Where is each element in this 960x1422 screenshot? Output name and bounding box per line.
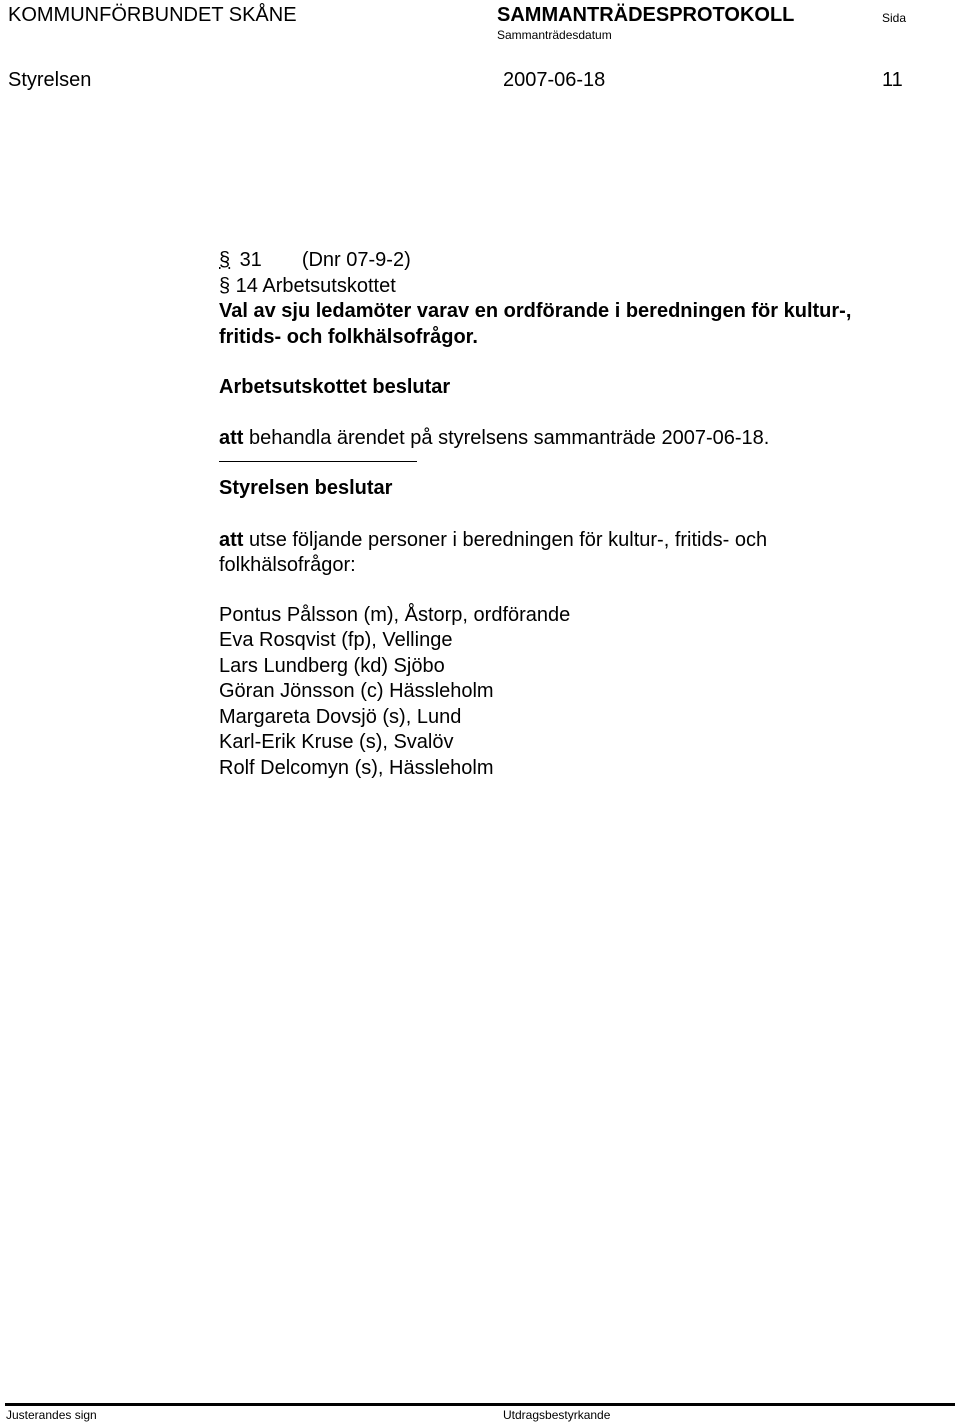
item-title-line-2: fritids- och folkhälsofrågor.	[219, 325, 478, 348]
list-item: Rolf Delcomyn (s), Hässleholm	[219, 756, 494, 779]
att-keyword: att	[219, 426, 244, 449]
page-label: Sida	[882, 11, 907, 25]
case-number: (Dnr 07-9-2)	[301, 249, 411, 271]
organization-name: KOMMUNFÖRBUNDET SKÅNE	[8, 4, 297, 26]
section-heading	[219, 248, 949, 274]
list-item: Pontus Pålsson (m), Åstorp, ordförande	[219, 603, 571, 626]
item-title-line-1: Val av sju ledamöter varav en ordförande i beredningen för kultur-,	[219, 300, 852, 322]
initials-label: Justerandes sign	[6, 1408, 97, 1422]
meeting-date: 2007-06-18	[503, 69, 606, 91]
list-item: Eva Rosqvist (fp), Vellinge	[219, 629, 453, 651]
list-item: Margareta Dovsjö (s), Lund	[219, 705, 462, 728]
committee-reference: § 14 Arbetsutskottet	[219, 274, 396, 297]
list-item: Lars Lundberg (kd) Sjöbo	[219, 654, 445, 677]
page-number: 11	[882, 69, 903, 91]
governing-body: Styrelsen	[8, 69, 92, 91]
extract-label: Utdragsbestyrkande	[503, 1408, 611, 1422]
document-type: SAMMANTRÄDESPROTOKOLL	[497, 4, 795, 26]
protocol-content	[219, 248, 949, 781]
section-symbol: §	[219, 249, 231, 271]
board-decision-heading: Styrelsen beslutar	[219, 477, 393, 499]
committee-decision-text: att behandla ärendet på styrelsens sammanträde 2007-06-18.	[219, 426, 770, 449]
board-decision-text-line-1: att utse följande personer i beredningen för kultur-, fritids- och	[219, 528, 768, 551]
list-item: Göran Jönsson (c) Hässleholm	[219, 680, 494, 702]
member-list	[219, 603, 949, 782]
meeting-date-label: Sammanträdesdatum	[497, 28, 612, 42]
committee-decision-heading: Arbetsutskottet beslutar	[219, 376, 451, 398]
board-decision-text-line-2: folkhälsofrågor:	[219, 554, 356, 576]
att-keyword: att	[219, 528, 244, 551]
list-item: Karl-Erik Kruse (s), Svalöv	[219, 731, 454, 753]
section-number: 31	[239, 249, 262, 271]
footer-rule	[5, 1403, 955, 1406]
